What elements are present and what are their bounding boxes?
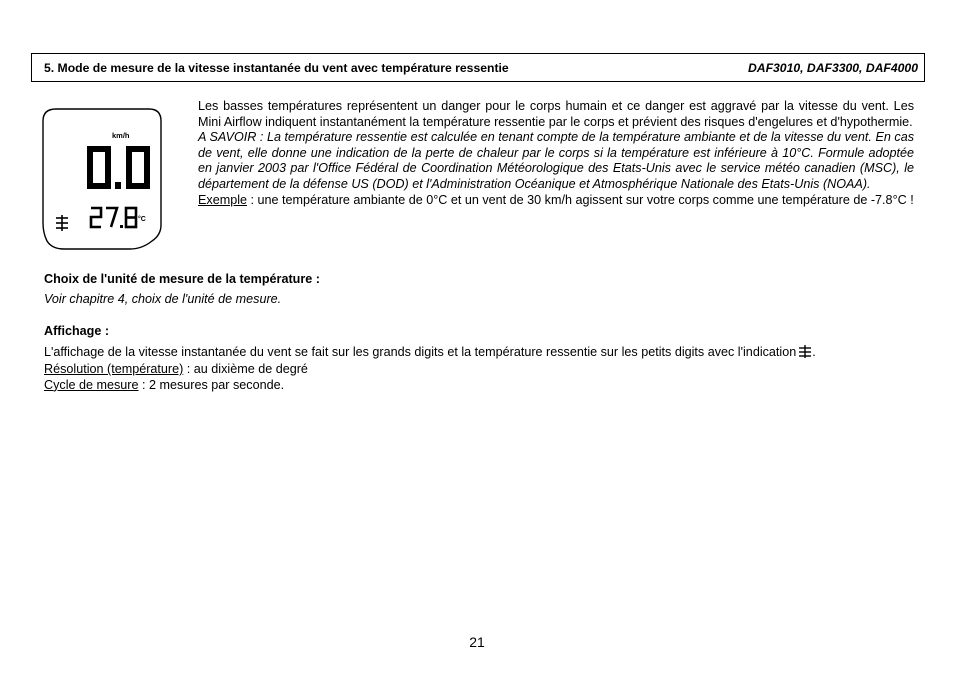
display-section [44,324,904,393]
device-display-illustration [42,107,163,252]
windchill-icon [56,215,68,231]
unit-text: Voir chapitre 4, choix de l'unité de mesure. [44,291,282,306]
resolution-label: Résolution (température) [44,362,184,377]
unit-section [44,272,904,307]
lcd-unit-kmh: km/h [112,131,130,140]
cycle-label: Cycle de mesure [44,377,139,392]
model-list: DAF3010, DAF3300, DAF4000 [747,60,918,75]
display-text [44,345,904,363]
lcd-unit-celsius: °C [138,216,146,223]
example-paragraph [198,193,914,209]
page-number: 21 [469,634,485,650]
display-heading: Affichage : [44,324,110,338]
windchill-icon [798,345,812,363]
cycle-text: : 2 mesures par seconde. [138,377,285,392]
display-description: L'affichage de la vitesse instantanée du vent se fait sur les grands digits et la température ressentie sur les petits digits avec l'indication [44,344,797,359]
example-text: : une température ambiante de 0°C et un vent de 30 km/h agissent sur votre corps comme une température de -7.8°C ! [247,192,914,207]
unit-heading: Choix de l'unité de mesure de la température : [44,272,320,286]
intro-paragraph: Les basses températures représentent un danger pour le corps humain et ce danger est aggravé par la vitesse du vent. Les Mini Airflow indiquent instantanément la température ressentie par le corps et prévient des risques d'engelures et d'hypothermie. [198,99,914,129]
resolution-text: : au dixième de degré [183,362,308,377]
resolution-line [44,362,904,378]
section-header [31,53,925,82]
section-title: 5. Mode de mesure de la vitesse instantanée du vent avec température ressentie [44,60,509,75]
cycle-line [44,378,904,394]
example-label: Exemple [198,192,247,207]
intro-text [198,99,914,208]
note-paragraph: A SAVOIR : La température ressentie est calculée en tenant compte de la température ambiante et de la vitesse du vent. En cas de vent, elle donne une indication de la perte de chaleur par le corps si la température est inférieure à 10°C. Formule adoptée en janvier 2003 par l'Office Fédéral de Coordination Météorologique des Etats-Unis avec le service météo canadien (MSC), le département de la défense US (DOD) et l'Administration Océanique et Atmosphérique Nationale des Etats-Unis (NOAA). [198,130,914,191]
display-description-end: . [812,344,816,359]
